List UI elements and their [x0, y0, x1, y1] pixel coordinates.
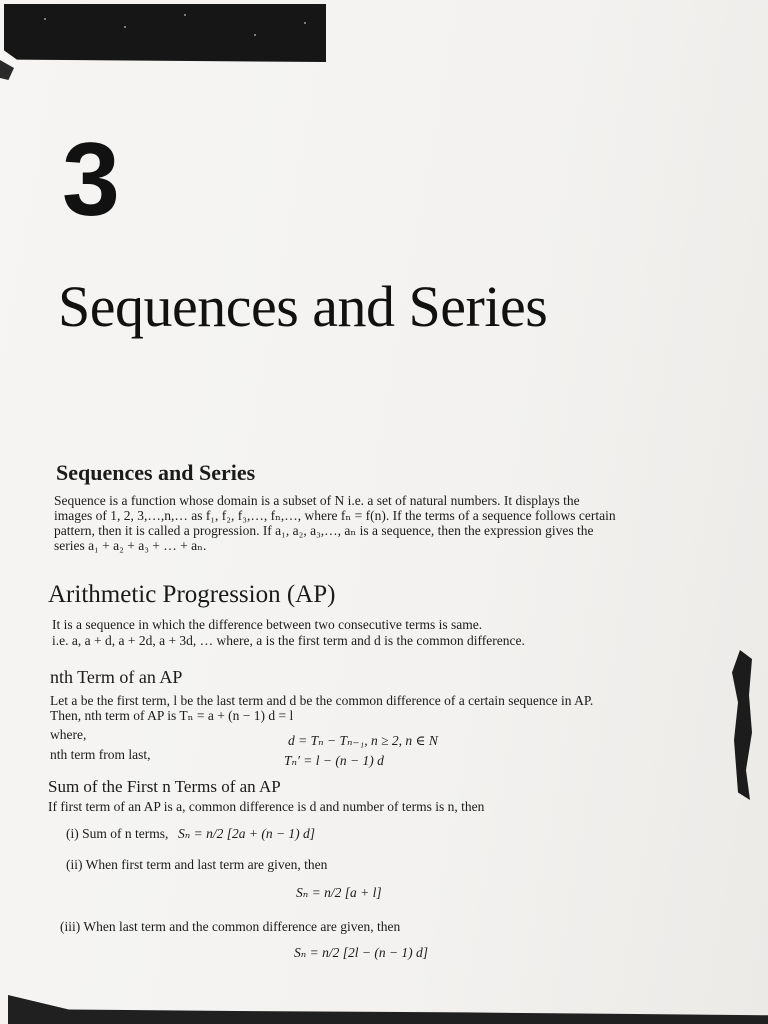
paragraph-line: i.e. a, a + d, a + 2d, a + 3d, … where, a is the first term and d is the common difference.	[52, 633, 525, 648]
sum-item-label: (iii) When last term and the common difference are given, then	[60, 919, 401, 934]
paragraph-line: Let a be the first term, l be the last term and d be the common difference of a certain sequence in AP.	[50, 693, 594, 708]
section-heading-sum: Sum of the First n Terms of an AP	[48, 777, 281, 796]
sum-item-label: (ii) When first term and last term are given, then	[66, 857, 328, 872]
scan-tear-mark	[732, 650, 752, 800]
scan-dark-strip-top	[4, 4, 326, 62]
formula-sum-n-terms: Sₙ = n/2 [2a + (n − 1) d]	[178, 826, 316, 841]
formula-sum-last-d: Sₙ = n/2 [2l − (n − 1) d]	[294, 945, 429, 960]
paragraph-line: It is a sequence in which the difference between two consecutive terms is same.	[52, 617, 483, 632]
paragraph-line: series a₁ + a₂ + a₃ + … + aₙ.	[54, 538, 207, 553]
chapter-title: Sequences and Series	[58, 274, 548, 339]
paragraph-line: images of 1, 2, 3,…,n,… as f₁, f₂, f₃,…, fₙ,…, where fₙ = f(n). If the terms of a sequence follows certain	[54, 508, 616, 523]
paragraph-line: Then, nth term of AP is Tₙ = a + (n − 1) d = l	[50, 708, 294, 723]
section-heading-nth-term: nth Term of an AP	[50, 667, 183, 687]
scan-dark-strip-bottom	[8, 995, 768, 1024]
section-heading-sequences: Sequences and Series	[56, 460, 256, 485]
paragraph-line: Sequence is a function whose domain is a subset of N i.e. a set of natural numbers. It displays the	[54, 493, 580, 508]
chapter-number: 3	[62, 122, 120, 238]
formula-common-difference: d = Tₙ − Tₙ₋₁, n ≥ 2, n ∈ N	[288, 733, 438, 748]
where-label: where,	[50, 727, 87, 742]
paragraph-line: pattern, then it is called a progression. If a₁, a₂, a₃,…, aₙ is a sequence, then the expression gives the	[54, 523, 594, 538]
paragraph-line: If first term of an AP is a, common difference is d and number of terms is n, then	[48, 799, 485, 814]
formula-sum-first-last: Sₙ = n/2 [a + l]	[296, 885, 382, 900]
sum-item-label: (i) Sum of n terms,	[66, 826, 169, 841]
scan-edge-mark	[0, 60, 14, 80]
formula-nth-from-last: Tₙ′ = l − (n − 1) d	[284, 753, 384, 768]
nth-from-last-label: nth term from last,	[50, 747, 151, 762]
section-heading-ap: Arithmetic Progression (AP)	[48, 581, 336, 608]
